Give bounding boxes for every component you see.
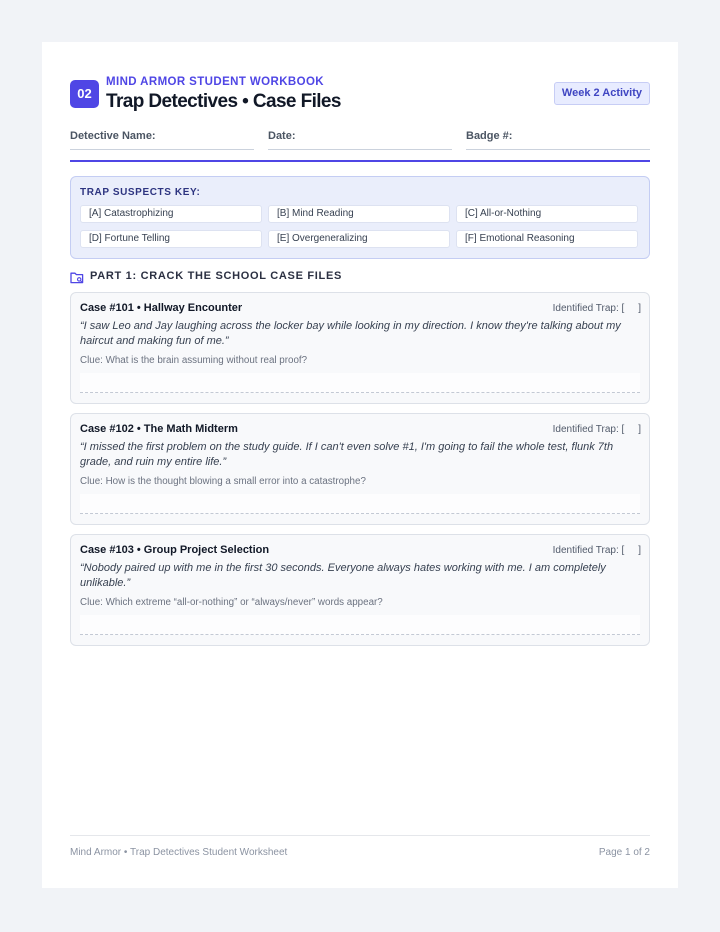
detective-name-label: Detective Name:: [70, 130, 156, 142]
case-title: Case #103 • Group Project Selection: [80, 544, 270, 556]
case-card: [70, 292, 650, 404]
date-label: Date:: [268, 130, 296, 142]
identified-trap-field[interactable]: Identified Trap: [ ]: [552, 303, 641, 314]
key-item: [C] All-or-Nothing: [456, 205, 638, 223]
folder-search-icon: [70, 271, 84, 284]
part-1-title: PART 1: CRACK THE SCHOOL CASE FILES: [90, 270, 343, 282]
section-number-badge: 02: [70, 80, 99, 108]
case-card: [70, 534, 650, 646]
key-item: [B] Mind Reading: [268, 205, 450, 223]
worksheet-header: [70, 76, 650, 116]
key-item: [D] Fortune Telling: [80, 230, 262, 248]
page-number: Page 1 of 2: [598, 847, 650, 858]
case-clue: Clue: Which extreme “all-or-nothing” or “always/never” words appear?: [80, 597, 383, 608]
badge-number-label: Badge #:: [466, 130, 513, 142]
workbook-kicker: MIND ARMOR STUDENT WORKBOOK: [106, 76, 324, 88]
page-title: Trap Detectives • Case Files: [106, 91, 341, 112]
case-card: [70, 413, 650, 525]
student-info-fields: [70, 130, 650, 150]
page-footer: [70, 835, 650, 865]
case-title: Case #102 • The Math Midterm: [80, 423, 238, 435]
case-quote: “I missed the first problem on the study guide. If I can't even solve #1, I'm going to fail the whole test, flunk 7th grade, and ruin my entire life.”: [80, 441, 614, 468]
key-title: TRAP SUSPECTS KEY:: [80, 187, 201, 198]
key-item: [F] Emotional Reasoning: [456, 230, 638, 248]
date-field[interactable]: [268, 130, 452, 150]
header-divider: [70, 160, 650, 162]
badge-number-field[interactable]: [466, 130, 650, 150]
case-clue: Clue: How is the thought blowing a small error into a catastrophe?: [80, 476, 366, 487]
worksheet-page: [42, 42, 678, 888]
case-quote: “I saw Leo and Jay laughing across the locker bay while looking in my direction. I know they're talking about my haircut and making fun of me.”: [80, 320, 621, 347]
week-badge: Week 2 Activity: [554, 82, 650, 105]
footer-title: Mind Armor • Trap Detectives Student Worksheet: [70, 847, 288, 858]
case-quote: “Nobody paired up with me in the first 30 seconds. Everyone always hates working with me. I am completely unlikable.”: [80, 562, 606, 589]
answer-line[interactable]: [80, 373, 640, 393]
identified-trap-field[interactable]: Identified Trap: [ ]: [552, 424, 641, 435]
case-clue: Clue: What is the brain assuming without real proof?: [80, 355, 308, 366]
key-item: [A] Catastrophizing: [80, 205, 262, 223]
trap-suspects-key: [70, 176, 650, 259]
detective-name-field[interactable]: [70, 130, 254, 150]
answer-line[interactable]: [80, 494, 640, 514]
case-title: Case #101 • Hallway Encounter: [80, 302, 243, 314]
identified-trap-field[interactable]: Identified Trap: [ ]: [552, 545, 641, 556]
answer-line[interactable]: [80, 615, 640, 635]
key-item: [E] Overgeneralizing: [268, 230, 450, 248]
